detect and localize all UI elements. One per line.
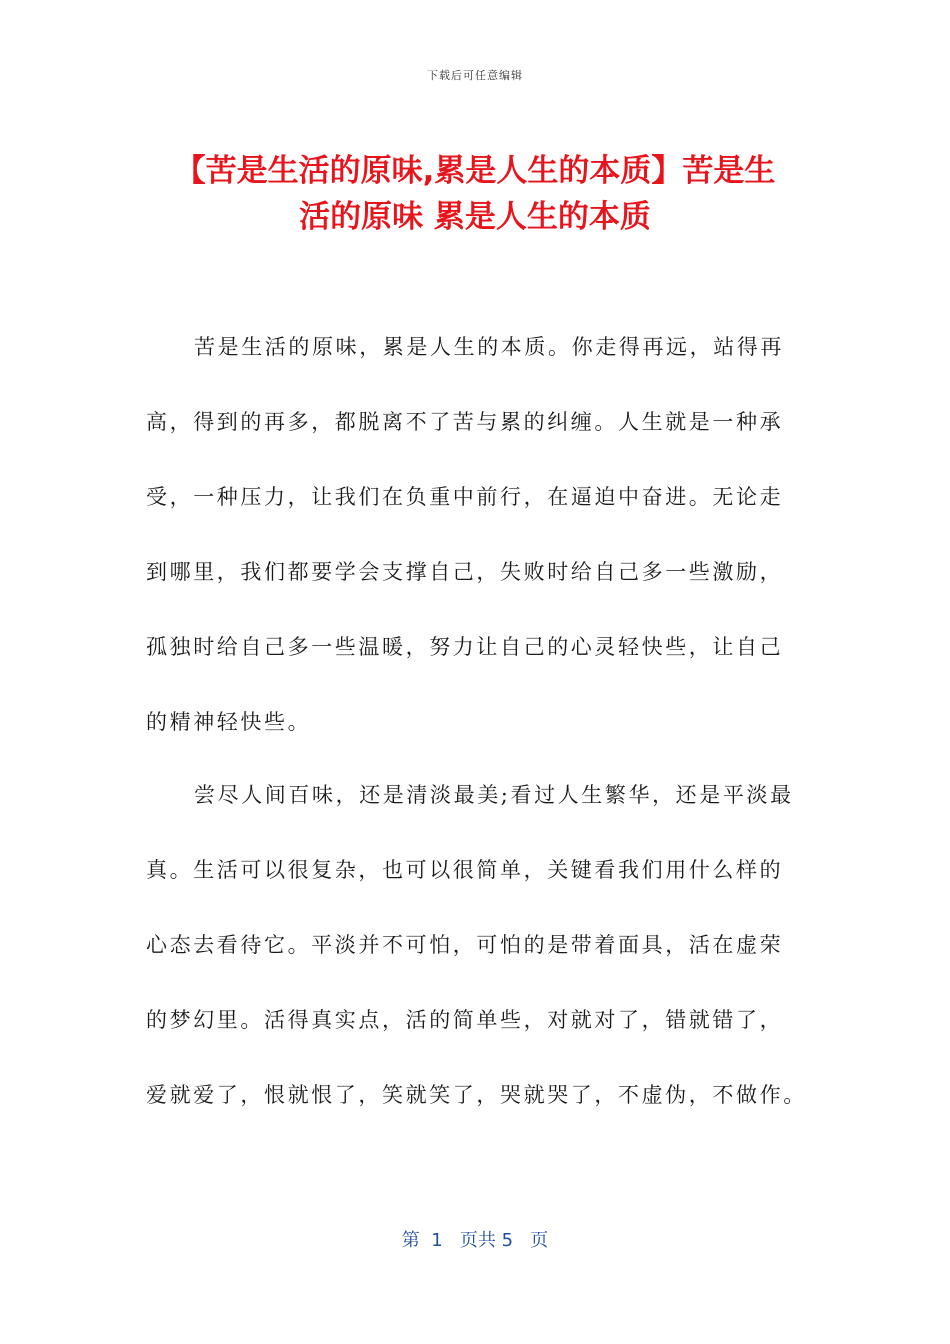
header-note: 下载后可任意编辑 — [427, 69, 523, 82]
paragraph-line: 爱就爱了，恨就恨了，笑就笑了，哭就哭了，不虚伪，不做作。 — [146, 1083, 807, 1107]
paragraph-line: 心态去看待它。平淡并不可怕，可怕的是带着面具，活在虚荣 — [146, 933, 784, 957]
paragraph-line: 的梦幻里。活得真实点，活的简单些，对就对了，错就错了， — [146, 1008, 784, 1032]
paragraph-line: 孤独时给自己多一些温暖，努力让自己的心灵轻快些，让自己 — [146, 635, 784, 659]
title-line-1: 【苦是生活的原味,累是人生的本质】苦是生 — [174, 153, 776, 189]
paragraph-1 — [146, 327, 806, 777]
paragraph-line: 真。生活可以很复杂，也可以很简单，关键看我们用什么样的 — [146, 858, 784, 882]
paragraph-line: 受，一种压力，让我们在负重中前行，在逼迫中奋进。无论走 — [146, 485, 784, 509]
paragraph-line: 的精神轻快些。 — [146, 710, 312, 734]
document-title — [110, 148, 840, 240]
paragraph-line: 尝尽人间百味，还是清淡最美;看过人生繁华，还是平淡最 — [194, 783, 794, 807]
paragraph-line: 高，得到的再多，都脱离不了苦与累的纠缠。人生就是一种承 — [146, 410, 784, 434]
paragraph-2 — [146, 775, 806, 1150]
page-number-footer: 第 1 页共 5 页 — [401, 1230, 549, 1251]
paragraph-line: 到哪里，我们都要学会支撑自己，失败时给自己多一些激励， — [146, 560, 784, 584]
title-line-2: 活的原味 累是人生的本质 — [299, 199, 651, 235]
paragraph-line: 苦是生活的原味，累是人生的本质。你走得再远，站得再 — [194, 335, 784, 359]
